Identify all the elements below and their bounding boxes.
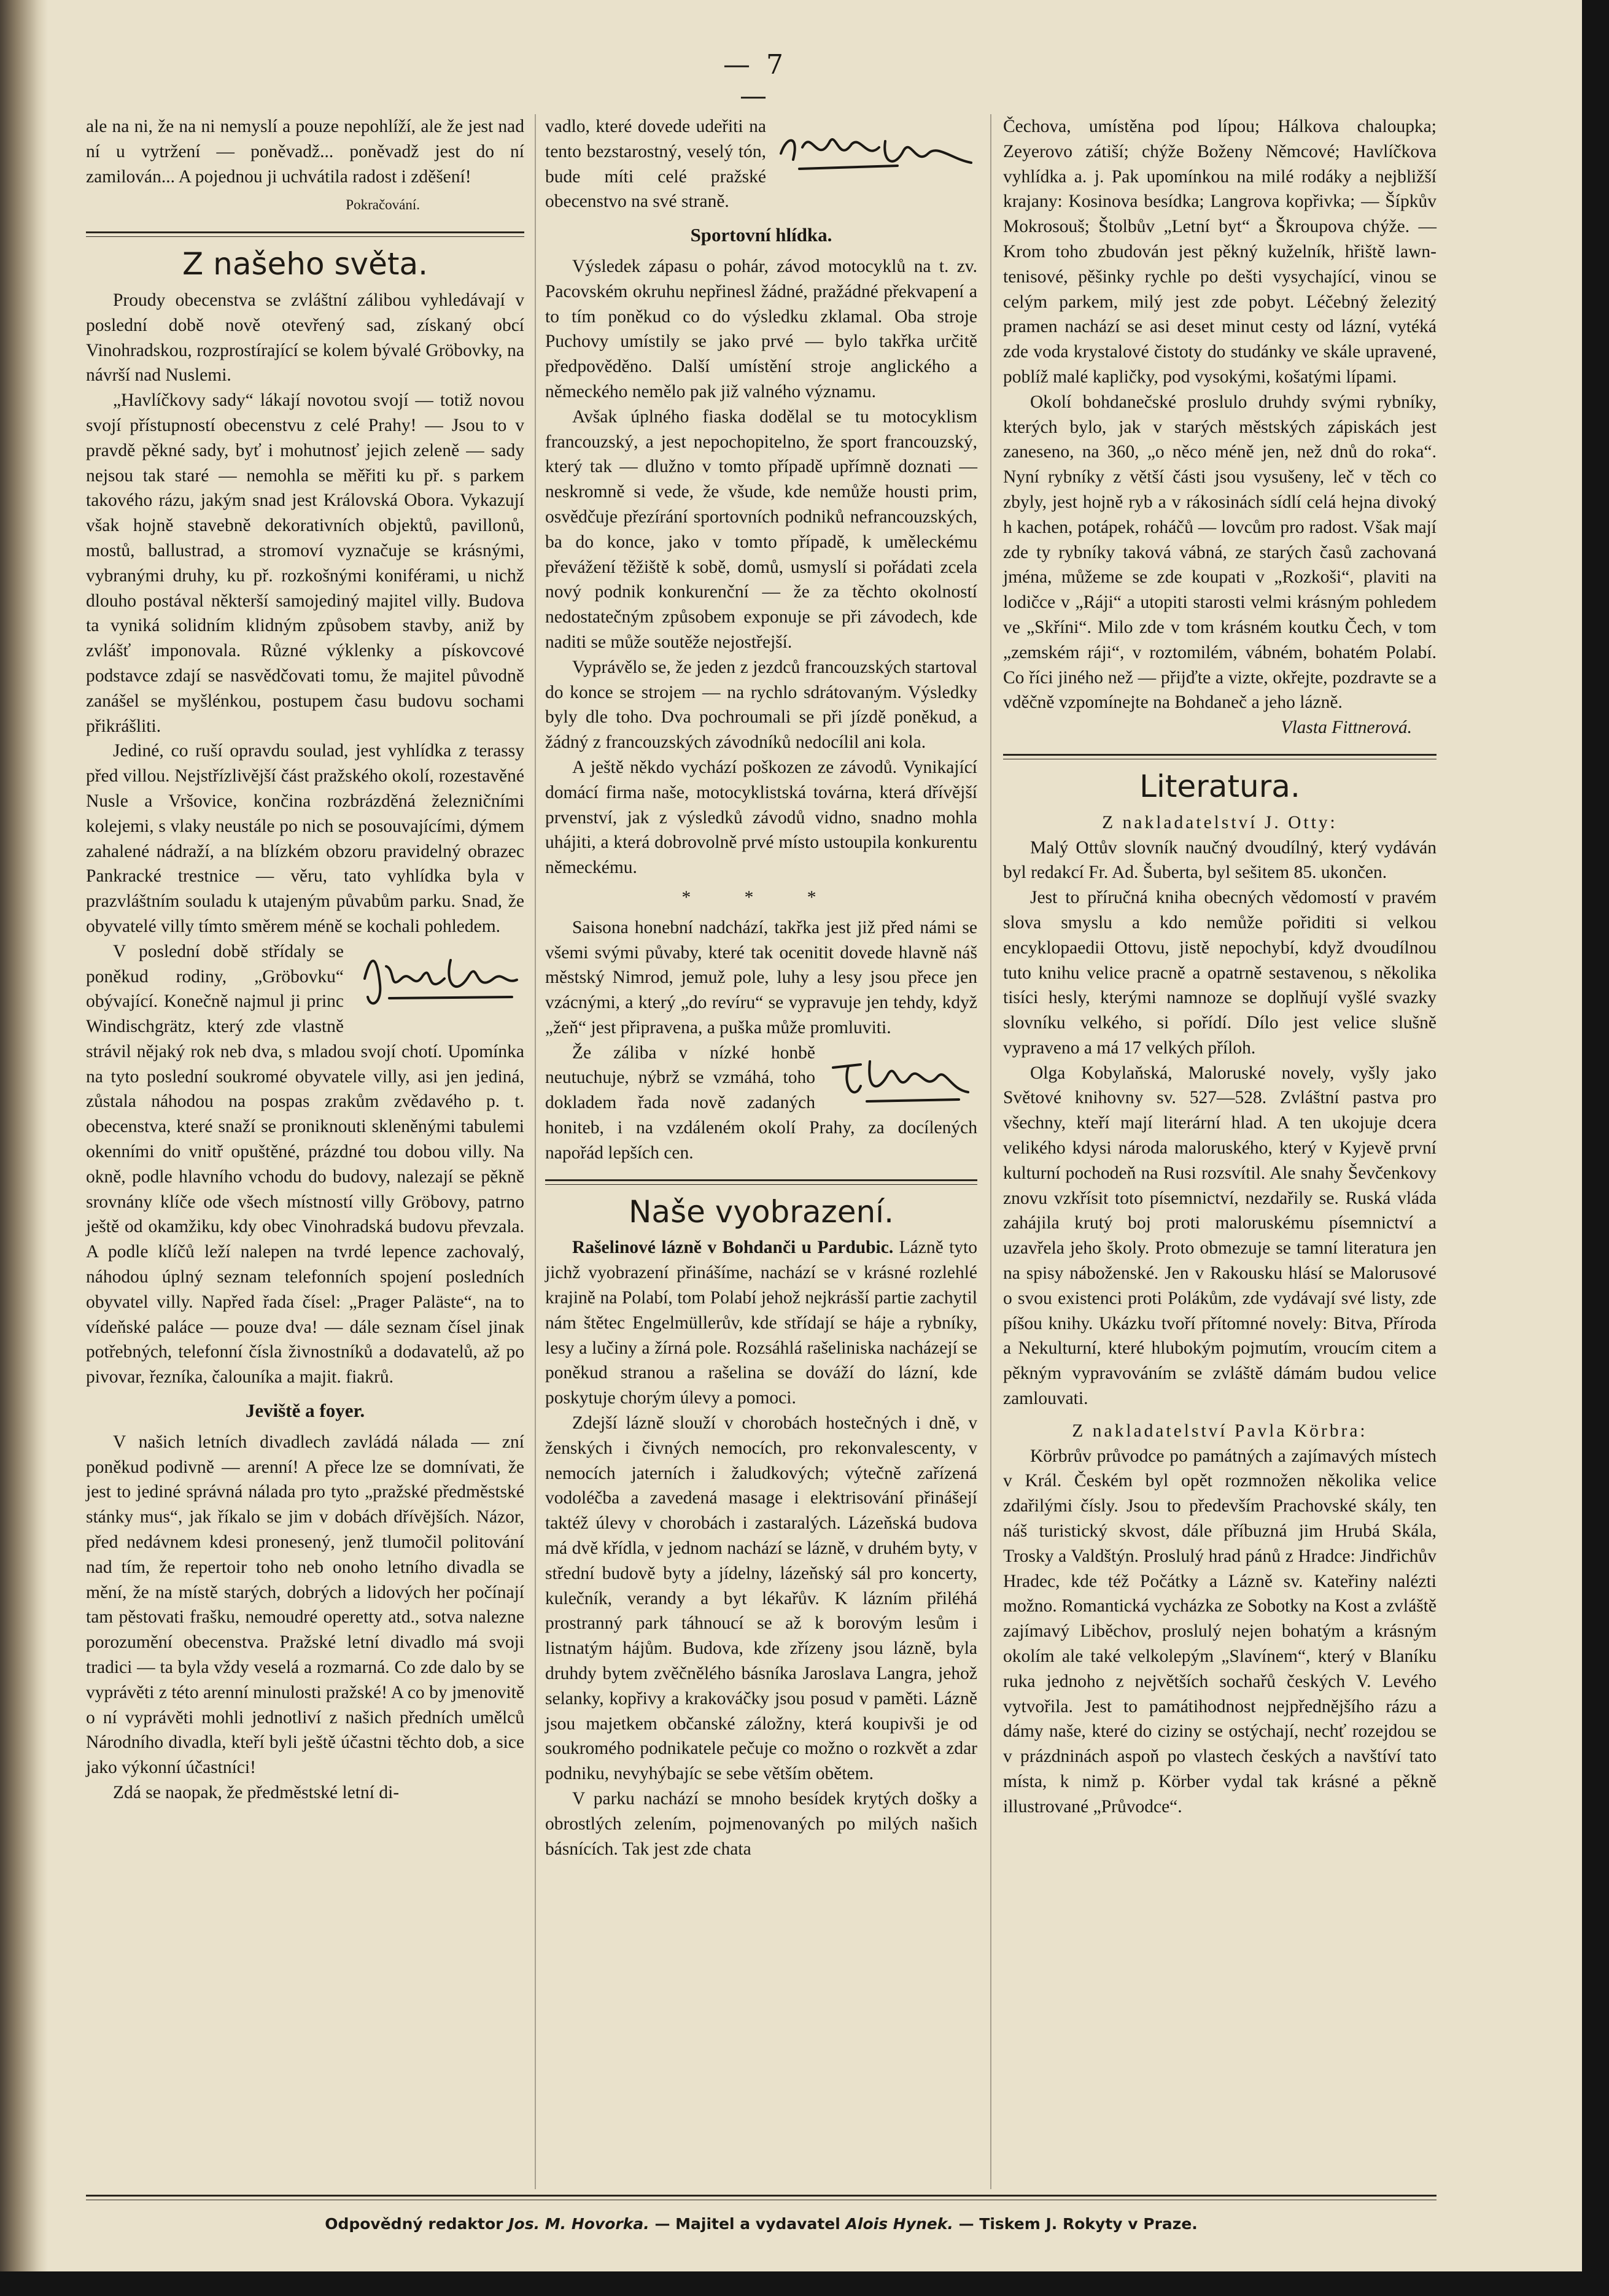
handwritten-signature-1 bbox=[352, 942, 524, 1015]
article-paragraph: Körbrův průvodce po památných a zajímavých místech v Král. Českém byl opět rozmnožen několika velice zdařilými čísly. Jsou to především Prachovské skály, ten náš turistický skvost, dále příbuzná jim Hrubá Skála, Trosky a Valdštýn. Proslulý hrad pánů z Hradce: Jindřichův Hradec, kde též Počátky a Lázně sv. Kateřiny nalézti možno. Romantická vycházka ze Sobotky na Kost a zvláště zajímavý Liběchov, proslulý nejen bohatým a krásným okolím ale také velkolepým „Slavínem“, který v Blaníku ruka jednoho z největších sochařů českých V. Levého vytvořila. Jest to památihodnost nejpřednějšího rázu a dámy naše, které do ciziny se ostýchají, nechť rozejdou se v prázdninách aspoň po vlastech českých a navštíví tato místa, k nimž p. Körber vydal tak krásné a pěkně illustrované „Průvodce“. bbox=[1003, 1446, 1436, 1817]
section-title-literatura: Literatura. bbox=[1139, 768, 1300, 804]
column-divider bbox=[990, 114, 991, 2189]
article-lead: Rašelinové lázně v Bohdanči u Pardubic. bbox=[572, 1238, 894, 1258]
footer-publisher: Alois Hynek. bbox=[845, 2215, 953, 2233]
article-paragraph: Avšak úplného fiaska dodělal se tu motocyklism francouzský, a jest nepochopitelno, že sport francouzský, který tak — dlužno v tomto případě upřímně doznati — neskromně si vede, že všude, kde nemůže housti prim, osvědčuje přezírání sportovních podniků nefrancouzských, ba do konce, jako v tomto případě, k uměleckému převážení těžiště k sobě, domů, usmyslí si pořádati zcela nový podnik konkurenční — že za těchto okolností nedostatečným způsobem exponuje se při závodech, kde naditi se může soutěže nejostřejší. bbox=[545, 406, 977, 652]
article-text: V poslední době střídaly se poněkud rodiny, „Gröbovku“ obývající. Konečně najmul ji princ Windischgrätz, který zde vlastně strávil nějaký rok neb dva, s mladou svojí chotí. Upomínka na tyto poslední soukromé obyvatele villy, asi jen jediná, zůstala náhodou na pospas zrakům zvědavého p. t. obecenstva, které snaží se proniknouti skleněnými tabulemi okenními do vnitř opuštěné, prázdné tou dobou villy. Na okně, podle hlavního vchodu do budovy, nalezají se pěkně srovnány klíče ode všech místností villy Gröbovy, patrno ještě od okamžiku, kdy obec Vinohradská budovu převzala. A podle klíčů leží nalepen na tvrdé lepence zachovalý, náhodou úplný seznam telefonních spojení posledních obyvatel villy. Napřed řada čísel: „Prager Paläste“, na to vídeňské paláce — pouze dva! — dále seznam čísel jinak potřebných, telefonní čísla živnostníků a dodavatelů, až po pivovar, řezníka, čalouníka a majit. fiakrů. bbox=[86, 941, 524, 1387]
article-paragraph bbox=[545, 1235, 977, 1411]
handwritten-signature-2 bbox=[775, 117, 977, 184]
article-paragraph: Zdá se naopak, že předměstské letní di- bbox=[113, 1783, 400, 1802]
article-paragraph: Čechova, umístěna pod lípou; Hálkova chaloupka; Zeyerovo zátiší; chýže Boženy Němcové; Havlíčkova vyhlídka a. j. Pak upomínkou na milé rodáky a nejbližší krajany: Kosinova besídka; Langrova kopřivka; — Šípkův Mokrosouš; Štolbův „Letní byt“ a Škroupova chýže. — Krom toho zbudován jest pěkný kuželník, hřiště lawn-tenisové, pěšinky rychle po dešti vysychající, vinou se celým parkem, milý jest zde pobyt. Léčebný železitý pramen nachází se asi deset minut cesty od lázní, vytéká zde voda krystalové čistoty do studánky ve skále upravené, poblíž malé kapličky, pod vysokými, košatými lípami. bbox=[1003, 117, 1436, 387]
article-text: vadlo, které dovede udeřiti na tento bezstarostný, veselý tón, bude míti celé pražské obecenstvo na své straně. bbox=[545, 117, 766, 212]
section-stars: * * * bbox=[681, 887, 841, 907]
article-paragraph: Vyprávělo se, že jeden z jezdců francouzských startoval do konce se strojem — na rychlo sdrátovaným. Výsledky byly dle toho. Dva pochroumali se při jízdě poněkud, a žádný z francouzských závodníků nedocílil ani kola. bbox=[545, 657, 977, 753]
article-paragraph: Saisona honební nadchází, takřka jest již před námi se všemi svými půvaby, které tak ocenitit dovede hlavně náš městský Nimrod, jemuž pole, luhy a lesy jsou přece jen vzácnými, a který „do revíru“ se vypravuje jen tehdy, když „žeň“ jest připravena, a puška může promluviti. bbox=[545, 917, 977, 1037]
article-paragraph bbox=[545, 1041, 977, 1166]
footer-editor: Jos. M. Hovorka. bbox=[508, 2215, 649, 2233]
page-number: — 7 — bbox=[723, 49, 787, 112]
column-1 bbox=[86, 114, 524, 1805]
section-title-vyobrazeni: Naše vyobrazení. bbox=[629, 1193, 894, 1230]
imprint-footer bbox=[86, 2215, 1436, 2233]
continued-note: Pokračování. bbox=[346, 197, 420, 213]
section-title-sportovni: Sportovní hlídka. bbox=[690, 224, 832, 246]
story-continuation: ale na ni, že na ni nemyslí a pouze nepohlíží, ale že jest nad ní u vytržení — poněvadž... poněvadž jest do ní zamilován... A pojednou ji uchvátila radost i zděšení! bbox=[86, 117, 524, 187]
article-paragraph: V našich letních divadlech zavládá nálada — zní poněkud podivně — arenní! A přece lze se domnívati, že jest to jediné správná nálada pro tyto „pražské předměstské stánky mus“, jak říkalo se jim v dobách dřívějších. Názor, před nedávnem kdesi pronesený, jenž tlumočil politování nad tím, že repertoir toho neb onoho letního divadla se mění, že na místě starých, dobrých a lidových her počínají tam pěstovati frašku, nemoudré operetty atd., sotva nalezne porozumění obecenstva. Pražské letní divadlo má svoji tradici — ta byla vždy veselá a rozmarná. Co zde dalo by se vyprávěti z této arenní minulosti pražské! A co by jmenovitě o ní vyprávěti mohli jednotliví z našich předních umělců Národního divadla, kteří byli ještě účastni těchto dob, a sice jako výkonní účastníci! bbox=[86, 1432, 524, 1778]
section-rule bbox=[545, 1179, 977, 1185]
footer-rule bbox=[86, 2195, 1436, 2200]
binding-shadow bbox=[0, 0, 48, 2296]
article-paragraph: V parku nachází se mnoho besídek krytých došky a obrostlých zelením, pojmenovaných po milých našich básnících. Tak jest zde chata bbox=[545, 1789, 977, 1859]
section-title-nasi-svet: Z našeho světa. bbox=[182, 246, 428, 282]
column-divider bbox=[535, 114, 536, 2189]
publisher-heading: Z nakladatelství Pavla Körbra: bbox=[1072, 1421, 1368, 1441]
article-paragraph: Olga Kobylaňská, Maloruské novely, vyšly jako Světové knihovny sv. 527—528. Zvláštní pastva pro všechny, kteří mají literární hlad. A ten ukojuje dcera velikého kdysi národa maloruského, který v Kyjevě první kulturní pochodeň na Rusi rozsvítil. Ale snahy Ševčenkovy znovu vzkřísit toto písemnictví, nezdařily se. Ruská vláda zahájila krutý boj proti maloruskému písemnictví a uzavřela jeho školy. Proto obmezuje se tamní literatura jen na spisy náboženské. Jen v Rakousku hlásí se Malorusové o svou existenci proti Polákům, zde vydávají své listy, zde píšou knihy. Ukázku tvoří přítomné novely: Bitva, Příroda a Nekulturní, které hlubokým pojmutím, vroucím citem a pěkným vypravováním se zvláště dámám budou velice zamlouvati. bbox=[1003, 1063, 1436, 1409]
scan-edge-right bbox=[1582, 0, 1609, 2296]
article-paragraph: Malý Ottův slovník naučný dvoudílný, který vydáván byl redakcí Fr. Ad. Šuberta, byl sešitem 85. ukončen. bbox=[1003, 837, 1436, 883]
scan-edge-bottom bbox=[0, 2271, 1609, 2296]
article-paragraph: Jest to příručná kniha obecných vědomostí v pravém slova smyslu a kdo nemůže pořiditi si velkou encyklopaedii Ottovu, jistě nepochybí, když dvoudílnou tuto knihu velice pracně a opatrně sestavenou, s několika tisíci hesly, kterými namnoze se doplňují vyšlé svazky slovníku velkého, si pořídí. Dílo jest velice slušně vypraveno a má 17 velkých příloh. bbox=[1003, 888, 1436, 1058]
article-paragraph: Okolí bohdanečské proslulo druhdy svými rybníky, kterých bylo, jak v starých městských zápiskách jest zaneseno, na 360, „o něco méně jen, než dnů do roka“. Nyní rybníky z větší části jsou vysušeny, leč v těch co zbyly, jest hojně ryb a v rákosinách sídlí celá hejna divoký h kachen, potápek, roháčů — lovcům pro radost. Však mají zde ty rybníky taková vábná, ze starých časů zachovaná jména, můžeme se zde koupati v „Rozkoši“, plaviti na lodičce v „Ráji“ a utopiti starosti velmi krásným pohledem ve „Skříni“. Milo zde v tom krásném koutku Čech, v tom „zemském ráji“, v roztomilém, vábném, bohatém Polabí. Co říci jiného než — přijďte a vizte, okřejte, pozdravte se a vděčně vzpomínejte na Bohdaneč a jeho lázně. bbox=[1003, 392, 1436, 713]
column-3 bbox=[1003, 114, 1436, 1820]
article-paragraph bbox=[545, 114, 977, 214]
article-paragraph: Zdejší lázně slouží v chorobách hostečných i dně, v ženských i čivných nemocích, pro rekonvalescenty, v nemocích jaterních i žaludkových; výtečně zařízená vodoléčba a zavedená masage i elektrisování přinášejí taktéž úlevy v chorobách i zastaralých. Lázeňská budova má dvě křídla, v jednom nachází se lázně, v druhém byty, v střední budově byty a jídelny, lázeňský sál pro koncerty, kulečník, verandy a byt lékařův. K lázním přiléhá prostranný park táhnoucí se až k borovým lesům i listnatým hájům. Budova, kde zřízeny jsou lázně, byla druhdy bytem zvěčnělého básníka Jaroslava Langra, jehož selanky, kopřivy a krakováčky jsou posud v paměti. Lázně jsou majetkem občanské záložny, která koupivši je od soukromého podnikatele pečuje co možno o rozkvět a zdar podniku, nevyhýbajíc se sebe větším obětem. bbox=[545, 1413, 977, 1784]
article-paragraph: A ještě někdo vychází poškozen ze závodů. Vynikající domácí firma naše, motocyklistská továrna, která dřívější prvenství, jak z výsledků závodů vidno, snadno mohla uhájiti, a která dobrovolně prvé místo ustoupila konkurentu německému. bbox=[545, 757, 977, 878]
article-text: Že záliba v nízké honbě neutuchuje, nýbrž se vzmáhá, toho dokladem řada nově zadaných honiteb, i na vzdáleném okolí Prahy, za docílených napořád lepších cen. bbox=[545, 1042, 977, 1163]
author-signature: Vlasta Fittnerová. bbox=[1281, 718, 1412, 738]
column-2 bbox=[545, 114, 977, 1861]
handwritten-signature-3 bbox=[824, 1043, 977, 1111]
section-title-jeviste: Jeviště a foyer. bbox=[245, 1400, 365, 1422]
footer-label-publisher: — Majitel a vydavatel bbox=[654, 2215, 840, 2233]
article-paragraph: Proudy obecenstva se zvláštní zálibou vyhledávají v poslední době nově otevřený sad, získaný obcí Vinohradskou, rozprostírající se kolem bývalé Gröbovky, na návrší nad Nuslemi. bbox=[86, 290, 524, 386]
footer-printer: — Tiskem J. Rokyty v Praze. bbox=[958, 2215, 1198, 2233]
footer-label-editor: Odpovědný redaktor bbox=[325, 2215, 503, 2233]
article-text: Lázně tyto jichž vyobrazení přinášíme, nachází se v krásné rozlehlé krajině na Polabí, tom Polabí jehož nejkrásší partie zachytil nám štětec Engelmüllerův, kde střídají se háje a rybníky, lesy a lučiny a žírná pole. Rozsáhlá rašeliniska nacházejí se poněkud stranou a rašelina se dováží do lázní, kde poskytuje chorým úlevy a pomoci. bbox=[545, 1238, 977, 1408]
article-paragraph: Jediné, co ruší opravdu soulad, jest vyhlídka z terassy před villou. Nejstřízlivější část pražského okolí, rozestavěné Nusle a Vršovice, končina rozbrázděná železničními kolejemi, s vlaky neustále po nich se posouvajícími, dýmem zahalené nádraží, a na blízkém obzoru pravidelný obrazec Pankracké trestnice — věru, tato vyhlídka byla v prazvláštním souladu k utajeným půvabům parku. Snad, že obyvatelé villy tímto směrem méně se kochali pohledem. bbox=[86, 741, 524, 936]
article-paragraph: Výsledek zápasu o pohár, závod motocyklů na t. zv. Pacovském okruhu nepřinesl žádné, pražádné překvapení a to tím poněkud co do výsledku zklamal. Oba stroje Puchovy umístily se jako prvé — bylo takřka určitě předpověděno. Další umístění stroje anglického a německého nemělo pak již valného významu. bbox=[545, 256, 977, 401]
section-rule bbox=[1003, 754, 1436, 759]
article-paragraph: „Havlíčkovy sady“ lákají novotou svojí — totiž novou svojí přístupností obecenstvu z celé Prahy! — Jsou to v pravdě pěkné sady, byť i mohutnosť jejich zeleně — sady nejsou tak staré — nemohla se měřiti ku př. s parkem takového rázu, jakým snad jest Královská Obora. Vykazují však hojně stavebně dekorativních objektů, pavillonů, mostů, ballustrad, a stromoví vyznačuje se krásnými, vybranými druhy, ku př. rozkošnými koniférami, u nichž dlouho postával některší samojediný majitel villy. Budova ta vyniká solidním klidným způsobem stavby, aniž by zvlášť imponovala. Různé výklenky a pískovcové podstavce zdají se nasvědčovati tomu, že majitel původně zanášel se myšlénkou, postupem času budovu sochami přikrášliti. bbox=[86, 390, 524, 736]
section-rule bbox=[86, 231, 524, 237]
article-paragraph bbox=[86, 939, 524, 1390]
publisher-heading: Z nakladatelství J. Otty: bbox=[1102, 812, 1338, 832]
